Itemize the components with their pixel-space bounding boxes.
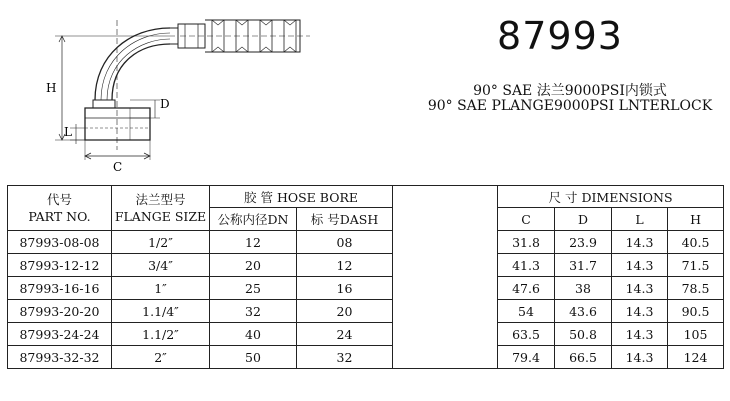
cell-dn: 40 bbox=[210, 323, 297, 346]
dim-c-label: C bbox=[113, 160, 123, 174]
cell-c: 41.3 bbox=[498, 254, 555, 277]
header-part-en: PART NO. bbox=[28, 209, 91, 224]
cell-c: 54 bbox=[498, 300, 555, 323]
cell-dash: 16 bbox=[297, 277, 393, 300]
cell-d: 43.6 bbox=[555, 300, 612, 323]
cell-flange: 1″ bbox=[112, 277, 210, 300]
specification-table bbox=[7, 185, 724, 369]
cell-part: 87993-24-24 bbox=[8, 323, 112, 346]
table-header-row bbox=[8, 186, 724, 208]
cell-flange: 2″ bbox=[112, 346, 210, 369]
header-dash: 标 号DASH bbox=[297, 208, 393, 231]
table-row bbox=[8, 346, 724, 369]
cell-dash: 12 bbox=[297, 254, 393, 277]
table-row bbox=[8, 277, 724, 300]
cell-d: 31.7 bbox=[555, 254, 612, 277]
header-flange-zh: 法兰型号 bbox=[135, 192, 186, 207]
header-c: C bbox=[498, 208, 555, 231]
cell-flange: 1.1/2″ bbox=[112, 323, 210, 346]
dim-d-label: D bbox=[160, 97, 170, 111]
header-l: L bbox=[612, 208, 668, 231]
cell-h: 124 bbox=[668, 346, 724, 369]
elbow-tube bbox=[95, 28, 170, 100]
cell-dn: 32 bbox=[210, 300, 297, 323]
cell-c: 79.4 bbox=[498, 346, 555, 369]
cell-d: 23.9 bbox=[555, 231, 612, 254]
header-flange-en: FLANGE SIZE bbox=[114, 209, 207, 224]
dim-h-label: H bbox=[46, 81, 57, 95]
cell-part: 87993-12-12 bbox=[8, 254, 112, 277]
header-dn: 公称内径DN bbox=[210, 208, 297, 231]
cell-h: 90.5 bbox=[668, 300, 724, 323]
cell-d: 50.8 bbox=[555, 323, 612, 346]
table-row bbox=[8, 300, 724, 323]
header-part-zh: 代号 bbox=[46, 192, 72, 207]
table-gap bbox=[393, 186, 498, 369]
cell-h: 40.5 bbox=[668, 231, 724, 254]
flange-head bbox=[85, 108, 150, 140]
cell-h: 105 bbox=[668, 323, 724, 346]
cell-c: 63.5 bbox=[498, 323, 555, 346]
cell-dash: 32 bbox=[297, 346, 393, 369]
cell-flange: 1/2″ bbox=[112, 231, 210, 254]
cell-l: 14.3 bbox=[612, 300, 668, 323]
cell-d: 38 bbox=[555, 277, 612, 300]
cell-dash: 24 bbox=[297, 323, 393, 346]
cell-h: 78.5 bbox=[668, 277, 724, 300]
dim-l-label: L bbox=[64, 125, 72, 139]
header-dimensions: 尺 寸 DIMENSIONS bbox=[498, 186, 724, 208]
header-hose-bore: 胶 管 HOSE BORE bbox=[210, 186, 393, 208]
header-d: D bbox=[555, 208, 612, 231]
fitting-drawing bbox=[0, 0, 380, 175]
table-row bbox=[8, 323, 724, 346]
cell-dn: 12 bbox=[210, 231, 297, 254]
cell-c: 47.6 bbox=[498, 277, 555, 300]
cell-dash: 20 bbox=[297, 300, 393, 323]
cell-l: 14.3 bbox=[612, 346, 668, 369]
header-h: H bbox=[668, 208, 724, 231]
cell-dn: 25 bbox=[210, 277, 297, 300]
cell-flange: 3/4″ bbox=[112, 254, 210, 277]
header-part-no bbox=[8, 186, 112, 231]
cell-l: 14.3 bbox=[612, 323, 668, 346]
cell-l: 14.3 bbox=[612, 231, 668, 254]
cell-part: 87993-08-08 bbox=[8, 231, 112, 254]
cell-l: 14.3 bbox=[612, 254, 668, 277]
cell-c: 31.8 bbox=[498, 231, 555, 254]
cell-dn: 50 bbox=[210, 346, 297, 369]
cell-part: 87993-16-16 bbox=[8, 277, 112, 300]
cell-dash: 08 bbox=[297, 231, 393, 254]
part-number-title: 87993 bbox=[497, 14, 623, 58]
cell-part: 87993-20-20 bbox=[8, 300, 112, 323]
subtitle-chinese: 90° SAE 法兰9000PSI内锁式 bbox=[473, 83, 667, 99]
cell-part: 87993-32-32 bbox=[8, 346, 112, 369]
cell-h: 71.5 bbox=[668, 254, 724, 277]
cell-l: 14.3 bbox=[612, 277, 668, 300]
cell-dn: 20 bbox=[210, 254, 297, 277]
subtitle-english: 90° SAE PLANGE9000PSI LNTERLOCK bbox=[427, 98, 713, 114]
table-row bbox=[8, 254, 724, 277]
cell-flange: 1.1/4″ bbox=[112, 300, 210, 323]
table-row bbox=[8, 231, 724, 254]
cell-d: 66.5 bbox=[555, 346, 612, 369]
header-flange-size bbox=[112, 186, 210, 231]
